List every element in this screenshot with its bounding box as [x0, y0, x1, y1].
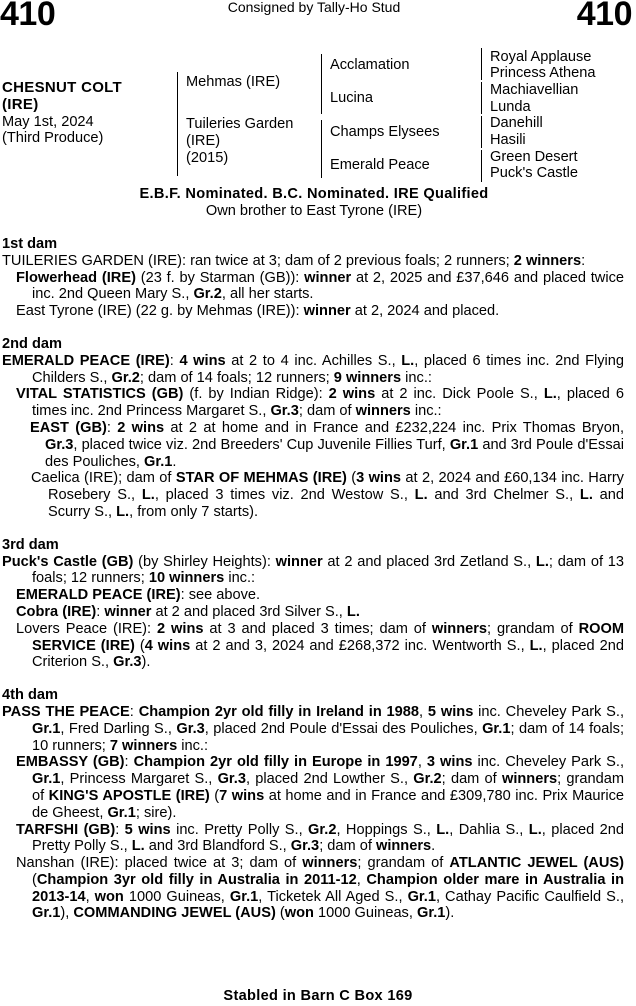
ancestor-1: Royal Applause — [490, 49, 592, 65]
pedigree-divider-3a — [481, 48, 482, 80]
pedigree-table — [0, 44, 636, 182]
produce-entry: VITAL STATISTICS (GB) (f. by Indian Ridge): 2 wins at 2 inc. Dick Poole S., L., placed 6 times inc. 2nd Princess Margaret S., Gr.3; dam of winners inc.: — [16, 386, 624, 420]
produce-entry: Cobra (IRE): winner at 2 and placed 3rd Silver S., L. — [16, 603, 360, 620]
subject-name: CHESNUT COLT — [2, 79, 122, 96]
third-dam-entry: Puck's Castle (GB) (by Shirley Heights): winner at 2 and placed 3rd Zetland S., L.; dam of 13 foals; 12 runners; 10 winners inc.: — [2, 553, 624, 587]
produce-entry: EAST (GB): 2 wins at 2 at home and in France and £232,224 inc. Prix Thomas Bryon, Gr.3, placed twice viz. 2nd Breeders' Cup Juvenile Fillies Turf, Gr.1 and 3rd Poule d'Essai des Pouliches, Gr.1. — [30, 419, 625, 470]
section-title-4th-dam: 4th dam — [2, 687, 58, 704]
dam-year: (2015) — [186, 149, 229, 166]
sibling-entry: Flowerhead (IRE) (23 f. by Starman (GB)): winner at 2, 2025 and £37,646 and placed twice inc. 2nd Queen Mary S., Gr.2, all her starts. — [16, 269, 624, 303]
grandsire-paternal: Acclamation — [330, 57, 410, 73]
produce-entry: Caelica (IRE); dam of STAR OF MEHMAS (IRE) (3 wins at 2, 2024 and £60,134 inc. Harry Rosebery S., L., placed 3 times viz. 2nd Westow S., L. and 3rd Chelmer S., L. and Scurry S., L., from only 7 starts). — [31, 470, 625, 520]
section-title-1st-dam: 1st dam — [2, 236, 58, 252]
granddam-paternal: Lucina — [330, 90, 374, 106]
dam-entry: TUILERIES GARDEN (IRE): ran twice at 3; dam of 2 previous foals; 2 runners; 2 winners: — [2, 252, 586, 269]
nominations: E.B.F. Nominated. B.C. Nominated. IRE Qualified — [139, 186, 489, 202]
section-title-2nd-dam: 2nd dam — [2, 335, 63, 352]
dam-origin: (IRE) — [186, 132, 221, 149]
sire: Mehmas (IRE) — [186, 74, 281, 90]
pedigree-divider-2a — [321, 54, 322, 114]
pedigree-divider-1 — [177, 72, 178, 176]
grandsire-maternal: Champs Elysees — [330, 124, 440, 140]
produce-entry: Nanshan (IRE): placed twice at 3; dam of winners; grandam of ATLANTIC JEWEL (AUS) (Champion 3yr old filly in Australia in 2011-12, Champion older mare in Australia in 2013-14, won 1000 Guineas, Gr.1, Ticketek All Aged S., Gr.1, Cathay Pacific Caulfield S., Gr.1), COMMANDING JEWEL (AUS) (won 1000 Guineas, Gr.1). — [16, 855, 625, 922]
granddam-entry: EMERALD PEACE (IRE): 4 wins at 2 to 4 inc. Achilles S., L., placed 6 times inc. 2nd Flying Childers S., Gr.2; dam of 14 foals; 12 runners; 9 winners inc.: — [2, 352, 625, 386]
ancestor-3: Machiavellian — [490, 82, 579, 98]
produce-entry: EMERALD PEACE (IRE): see above. — [16, 587, 261, 604]
lot-number-left: 410 — [0, 0, 56, 33]
produce-entry: EMBASSY (GB): Champion 2yr old filly in Europe in 1997, 3 wins inc. Cheveley Park S., Gr.1, Princess Margaret S., Gr.3, placed 2nd Lowther S., Gr.2; dam of winners; grandam of KING'S APOSTLE (IRE) (7 wins at home and in France and £309,780 inc. Prix Maurice de Gheest, Gr.1; sire). — [16, 754, 625, 821]
lot-number-right: 410 — [576, 0, 632, 33]
pedigree-divider-3d — [481, 150, 482, 182]
ancestor-4: Lunda — [490, 99, 531, 115]
produce-entry: TARFSHI (GB): 5 wins inc. Pretty Polly S., Gr.2, Hoppings S., L., Dahlia S., L., placed 2nd Pretty Polly S., L. and 3rd Blandford S., Gr.3; dam of winners. — [16, 821, 625, 855]
sibling-entry: East Tyrone (IRE) (22 g. by Mehmas (IRE)): winner at 2, 2024 and placed. — [16, 303, 500, 320]
produce-number: (Third Produce) — [2, 130, 104, 147]
dam-name: Tuileries Garden — [186, 116, 294, 132]
subject-horse — [2, 80, 172, 147]
pedigree-divider-3b — [481, 82, 482, 114]
pedigree-divider-3c — [481, 116, 482, 148]
produce-entry: Lovers Peace (IRE): 2 wins at 3 and placed 3 times; dam of winners; grandam of ROOM SERVICE (IRE) (4 wins at 2 and 3, 2024 and £268,372 inc. Wentworth S., L., placed 2nd Criterion S., Gr.3). — [16, 620, 624, 671]
dam — [186, 116, 321, 166]
pedigree-divider-2b — [321, 120, 322, 178]
ancestor-7: Green Desert — [490, 149, 578, 165]
ancestor-8: Puck's Castle — [490, 165, 578, 181]
ancestor-2: Princess Athena — [490, 65, 596, 81]
fourth-dam-entry: PASS THE PEACE: Champion 2yr old filly in Ireland in 1988, 5 wins inc. Cheveley Park S., Gr.1, Fred Darling S., Gr.3, placed 2nd Poule d'Essai des Pouliches, Gr.1; dam of 14 foals; 10 runners; 7 winners inc.: — [2, 703, 625, 754]
granddam-maternal: Emerald Peace — [330, 157, 430, 173]
catalogue-page — [2, 236, 624, 922]
consigner: Consigned by Tally-Ho Stud — [227, 0, 401, 15]
section-title-3rd-dam: 3rd dam — [2, 536, 59, 553]
ancestor-5: Danehill — [490, 115, 543, 131]
foaling-date: May 1st, 2024 — [2, 113, 94, 130]
stabling-info: Stabled in Barn C Box 169 — [223, 988, 413, 1004]
own-brother: Own brother to East Tyrone (IRE) — [205, 203, 423, 219]
ancestor-6: Hasili — [490, 132, 526, 148]
subject-origin: (IRE) — [2, 95, 39, 113]
